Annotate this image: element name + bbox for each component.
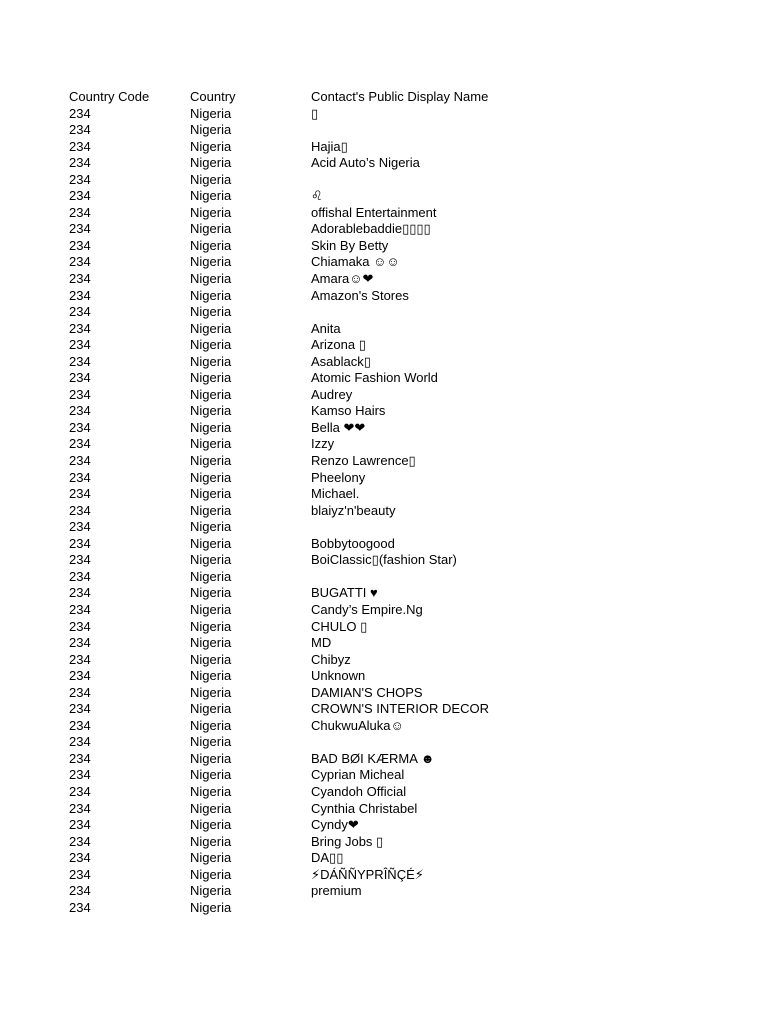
country-cell: Nigeria	[190, 552, 232, 568]
country-cell: Nigeria	[190, 767, 232, 783]
display-name-cell: blaiyz'n'beauty	[311, 502, 396, 518]
display-name-cell: Chiamaka ☺☺	[311, 254, 400, 270]
country-cell: Nigeria	[190, 453, 232, 469]
country-cell: Nigeria	[190, 254, 232, 270]
country-code-cell: 234	[69, 254, 91, 270]
display-name-cell: Arizona ▯	[311, 337, 366, 353]
country-code-cell: 234	[69, 403, 91, 419]
country-cell: Nigeria	[190, 668, 232, 684]
country-cell: Nigeria	[190, 237, 232, 253]
country-code-cell: 234	[69, 618, 91, 634]
table-row	[69, 552, 711, 569]
country-code-cell: 234	[69, 486, 91, 502]
header-country: Country	[190, 89, 236, 104]
data-rows	[69, 106, 711, 917]
table-row	[69, 883, 711, 900]
country-code-cell: 234	[69, 353, 91, 369]
table-row	[69, 751, 711, 768]
country-code-cell: 234	[69, 519, 91, 535]
table-row	[69, 106, 711, 123]
header-row	[69, 89, 711, 106]
display-name-cell: Renzo Lawrence▯	[311, 453, 416, 469]
country-cell: Nigeria	[190, 320, 232, 336]
header-country-code: Country Code	[69, 89, 150, 104]
table-row	[69, 288, 711, 305]
country-cell: Nigeria	[190, 171, 232, 187]
display-name-cell: Michael.	[311, 486, 360, 502]
display-name-cell: Skin By Betty	[311, 237, 389, 253]
country-cell: Nigeria	[190, 221, 232, 237]
country-cell: Nigeria	[190, 304, 232, 320]
country-cell: Nigeria	[190, 817, 232, 833]
table-row	[69, 619, 711, 636]
country-cell: Nigeria	[190, 486, 232, 502]
country-code-cell: 234	[69, 585, 91, 601]
table-row	[69, 536, 711, 553]
country-code-cell: 234	[69, 866, 91, 882]
display-name-cell: Adorablebaddie▯▯▯▯	[311, 221, 431, 237]
header-display-name: Contact's Public Display Name	[311, 89, 489, 104]
display-name-cell: DA▯▯	[311, 850, 344, 866]
country-cell: Nigeria	[190, 833, 232, 849]
display-name-cell: Audrey	[311, 386, 353, 402]
table-row	[69, 370, 711, 387]
country-code-cell: 234	[69, 651, 91, 667]
country-code-cell: 234	[69, 535, 91, 551]
table-row	[69, 337, 711, 354]
country-code-cell: 234	[69, 568, 91, 584]
country-cell: Nigeria	[190, 568, 232, 584]
display-name-cell: Cyndy❤	[311, 817, 359, 833]
country-code-cell: 234	[69, 833, 91, 849]
country-cell: Nigeria	[190, 188, 232, 204]
country-cell: Nigeria	[190, 601, 232, 617]
table-row	[69, 205, 711, 222]
country-code-cell: 234	[69, 750, 91, 766]
table-row	[69, 668, 711, 685]
country-code-cell: 234	[69, 800, 91, 816]
table-row	[69, 602, 711, 619]
country-cell: Nigeria	[190, 701, 232, 717]
display-name-cell: Amara☺❤	[311, 271, 374, 287]
country-cell: Nigeria	[190, 353, 232, 369]
country-cell: Nigeria	[190, 271, 232, 287]
country-code-cell: 234	[69, 188, 91, 204]
table-row	[69, 734, 711, 751]
country-cell: Nigeria	[190, 800, 232, 816]
country-code-cell: 234	[69, 436, 91, 452]
table-row	[69, 486, 711, 503]
country-cell: Nigeria	[190, 585, 232, 601]
display-name-cell: Anita	[311, 320, 341, 336]
country-code-cell: 234	[69, 122, 91, 138]
display-name-cell: offishal Entertainment	[311, 204, 437, 220]
table-row	[69, 420, 711, 437]
country-cell: Nigeria	[190, 883, 232, 899]
table-row	[69, 652, 711, 669]
table-row	[69, 519, 711, 536]
table-row	[69, 155, 711, 172]
country-cell: Nigeria	[190, 386, 232, 402]
table-row	[69, 503, 711, 520]
country-code-cell: 234	[69, 138, 91, 154]
table-row	[69, 436, 711, 453]
display-name-cell	[311, 122, 711, 139]
display-name-cell: Bring Jobs ▯	[311, 833, 384, 849]
table-row	[69, 238, 711, 255]
display-name-cell: MD	[311, 635, 332, 651]
table-row	[69, 817, 711, 834]
table-row	[69, 767, 711, 784]
table-row	[69, 354, 711, 371]
country-cell: Nigeria	[190, 403, 232, 419]
display-name-cell: Acid Auto’s Nigeria	[311, 155, 420, 171]
display-name-cell	[311, 734, 711, 751]
country-code-cell: 234	[69, 320, 91, 336]
display-name-cell: ♌	[311, 188, 323, 204]
country-cell: Nigeria	[190, 204, 232, 220]
country-code-cell: 234	[69, 601, 91, 617]
country-code-cell: 234	[69, 237, 91, 253]
display-name-cell	[311, 304, 711, 321]
country-code-cell: 234	[69, 221, 91, 237]
country-code-cell: 234	[69, 419, 91, 435]
display-name-cell	[311, 172, 711, 189]
country-code-cell: 234	[69, 370, 91, 386]
table-row	[69, 172, 711, 189]
table-row	[69, 867, 711, 884]
table-row	[69, 304, 711, 321]
country-cell: Nigeria	[190, 651, 232, 667]
country-cell: Nigeria	[190, 287, 232, 303]
table-row	[69, 188, 711, 205]
country-cell: Nigeria	[190, 105, 232, 121]
display-name-cell: Izzy	[311, 436, 335, 452]
contacts-sheet	[69, 89, 711, 916]
table-row	[69, 585, 711, 602]
table-row	[69, 701, 711, 718]
display-name-cell: Kamso Hairs	[311, 403, 386, 419]
table-row	[69, 784, 711, 801]
display-name-cell: Pheelony	[311, 469, 366, 485]
country-cell: Nigeria	[190, 502, 232, 518]
display-name-cell: Cyprian Micheal	[311, 767, 405, 783]
country-cell: Nigeria	[190, 155, 232, 171]
country-code-cell: 234	[69, 105, 91, 121]
table-row	[69, 470, 711, 487]
table-row	[69, 122, 711, 139]
display-name-cell: BAD BØI KÆRMA ☻	[311, 750, 435, 766]
display-name-cell: DAMIAN'S CHOPS	[311, 684, 423, 700]
table-row	[69, 221, 711, 238]
country-code-cell: 234	[69, 552, 91, 568]
country-code-cell: 234	[69, 287, 91, 303]
country-code-cell: 234	[69, 684, 91, 700]
table-row	[69, 139, 711, 156]
display-name-cell: Chibyz	[311, 651, 351, 667]
table-row	[69, 271, 711, 288]
country-cell: Nigeria	[190, 717, 232, 733]
country-cell: Nigeria	[190, 734, 232, 750]
country-cell: Nigeria	[190, 370, 232, 386]
country-cell: Nigeria	[190, 866, 232, 882]
display-name-cell: premium	[311, 883, 362, 899]
country-cell: Nigeria	[190, 535, 232, 551]
display-name-cell: Asablack▯	[311, 353, 371, 369]
country-code-cell: 234	[69, 767, 91, 783]
display-name-cell: Hajia▯	[311, 138, 348, 154]
display-name-cell: Candy’s Empire.Ng	[311, 601, 423, 617]
country-code-cell: 234	[69, 502, 91, 518]
country-cell: Nigeria	[190, 635, 232, 651]
country-code-cell: 234	[69, 155, 91, 171]
table-row	[69, 834, 711, 851]
country-cell: Nigeria	[190, 436, 232, 452]
display-name-cell: CROWN'S INTERIOR DECOR	[311, 701, 489, 717]
table-row	[69, 685, 711, 702]
country-code-cell: 234	[69, 717, 91, 733]
display-name-cell: Bobbytoogood	[311, 535, 395, 551]
country-code-cell: 234	[69, 899, 91, 915]
country-cell: Nigeria	[190, 122, 232, 138]
table-row	[69, 900, 711, 917]
table-row	[69, 850, 711, 867]
country-code-cell: 234	[69, 701, 91, 717]
country-cell: Nigeria	[190, 750, 232, 766]
display-name-cell: Cynthia Christabel	[311, 800, 418, 816]
country-code-cell: 234	[69, 850, 91, 866]
table-row	[69, 718, 711, 735]
country-code-cell: 234	[69, 783, 91, 799]
display-name-cell: BoiClassic▯(fashion Star)	[311, 552, 457, 568]
display-name-cell: Amazon's Stores	[311, 287, 409, 303]
display-name-cell: Cyandoh Official	[311, 783, 407, 799]
country-cell: Nigeria	[190, 469, 232, 485]
table-row	[69, 635, 711, 652]
table-row	[69, 403, 711, 420]
country-cell: Nigeria	[190, 337, 232, 353]
display-name-cell: CHULO ▯	[311, 618, 368, 634]
table-row	[69, 387, 711, 404]
country-code-cell: 234	[69, 469, 91, 485]
country-code-cell: 234	[69, 734, 91, 750]
country-code-cell: 234	[69, 453, 91, 469]
display-name-cell: ▯	[311, 105, 319, 121]
country-cell: Nigeria	[190, 899, 232, 915]
country-code-cell: 234	[69, 635, 91, 651]
table-row	[69, 801, 711, 818]
country-cell: Nigeria	[190, 138, 232, 154]
table-row	[69, 569, 711, 586]
country-cell: Nigeria	[190, 850, 232, 866]
country-cell: Nigeria	[190, 684, 232, 700]
country-cell: Nigeria	[190, 783, 232, 799]
display-name-cell: Atomic Fashion World	[311, 370, 438, 386]
country-code-cell: 234	[69, 386, 91, 402]
country-cell: Nigeria	[190, 419, 232, 435]
country-code-cell: 234	[69, 171, 91, 187]
country-code-cell: 234	[69, 883, 91, 899]
country-code-cell: 234	[69, 668, 91, 684]
display-name-cell	[311, 569, 711, 586]
country-code-cell: 234	[69, 337, 91, 353]
country-cell: Nigeria	[190, 618, 232, 634]
display-name-cell: BUGATTI ♥	[311, 585, 378, 601]
country-code-cell: 234	[69, 271, 91, 287]
country-code-cell: 234	[69, 204, 91, 220]
country-code-cell: 234	[69, 304, 91, 320]
table-row	[69, 321, 711, 338]
display-name-cell: Unknown	[311, 668, 366, 684]
display-name-cell: ChukwuAluka☺	[311, 717, 404, 733]
display-name-cell	[311, 900, 711, 917]
country-cell: Nigeria	[190, 519, 232, 535]
display-name-cell: ⚡DÁÑÑYPRÎÑÇÉ⚡	[311, 866, 424, 882]
table-row	[69, 453, 711, 470]
display-name-cell	[311, 519, 711, 536]
display-name-cell: Bella ❤❤	[311, 419, 366, 435]
table-row	[69, 254, 711, 271]
country-code-cell: 234	[69, 817, 91, 833]
